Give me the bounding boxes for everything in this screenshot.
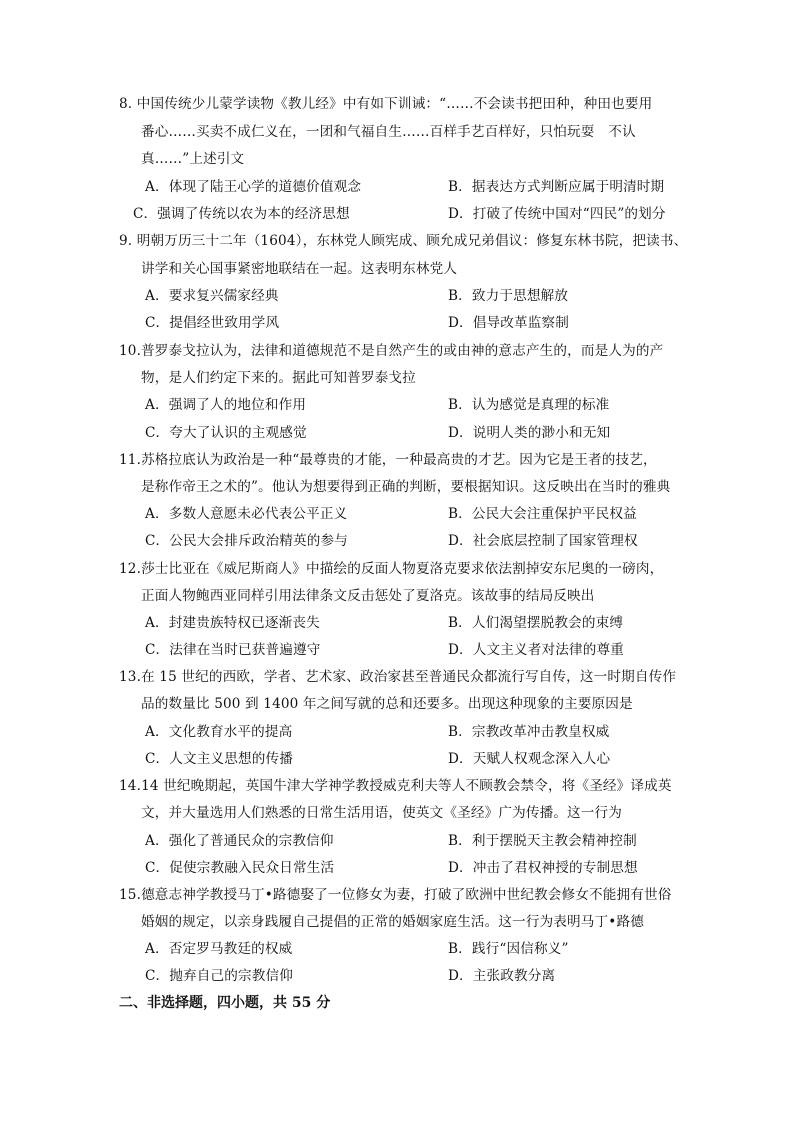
- question-stem-line: 婚姻的规定，以亲身践履自己提倡的正常的婚姻家庭生活。这一行为表明马丁•路德: [141, 914, 644, 930]
- question-stem-line: 品的数量比 500 到 1400 年之间写就的总和还要多。出现这种现象的主要原因是: [141, 696, 633, 712]
- option-a: A．强化了普通民众的宗教信仰: [145, 833, 334, 849]
- option-d: D．社会底层控制了国家管理权: [448, 533, 638, 549]
- question-stem-line: 9. 明朝万历三十二年（1604），东林党人顾宪成、顾允成兄弟倡议：修复东林书院，把读书、: [119, 233, 688, 249]
- option-a: A．要求复兴儒家经典: [145, 288, 279, 304]
- option-c: C．法律在当时已获普遍遵守: [145, 642, 321, 658]
- option-b: B．公民大会注重保护平民权益: [448, 506, 637, 522]
- question-stem-line: 12.莎士比亚在《威尼斯商人》中描绘的反面人物夏洛克要求依法割掉安东尼奥的一磅肉，: [119, 561, 664, 577]
- option-a: A．封建贵族特权已逐渐丧失: [145, 615, 320, 631]
- question-stem-line: 文，并大量选用人们熟悉的日常生活用语，使英文《圣经》广为传播。这一行为: [141, 805, 623, 821]
- question-stem-line: 真……”上述引文: [141, 151, 245, 167]
- option-b: B．利于摆脱天主教会精神控制: [448, 833, 637, 849]
- option-a: A．体现了陆王心学的道德价值观念: [145, 179, 362, 195]
- option-d: D．说明人类的渺小和无知: [448, 425, 611, 441]
- question-stem-line: 是称作帝王之术的”。他认为想要得到正确的判断，要根据知识。这反映出在当时的雅典: [141, 479, 671, 495]
- question-stem-line: 13.在 15 世纪的西欧，学者、艺术家、政治家甚至普通民众都流行写自传，这一时期自传作: [119, 669, 677, 685]
- option-a: A．强调了人的地位和作用: [145, 397, 307, 413]
- option-a: A．文化教育水平的提高: [145, 724, 293, 740]
- option-c: C．提倡经世致用学风: [145, 315, 280, 331]
- question-stem-line: 8. 中国传统少儿蒙学读物《教儿经》中有如下训诫：“……不会读书把田种，种田也要用: [119, 96, 653, 112]
- option-c: C．夸大了认识的主观感觉: [145, 425, 307, 441]
- option-d: D．人文主义者对法律的尊重: [448, 642, 624, 658]
- question-stem-line: 番心……买卖不成仁义在，一团和气福自生……百样手艺百样好，只怕玩耍 不认: [141, 124, 636, 140]
- option-b: B．践行“因信称义”: [448, 941, 569, 957]
- option-c: C．强调了传统以农为本的经济思想: [133, 206, 350, 222]
- option-d: D．冲击了君权神授的专制思想: [448, 860, 638, 876]
- question-stem-line: 正面人物鲍西亚同样引用法律条文反击惩处了夏洛克。该故事的结局反映出: [141, 588, 595, 604]
- option-b: B．认为感觉是真理的标准: [448, 397, 610, 413]
- option-b: B．致力于思想解放: [448, 288, 569, 304]
- question-stem-line: 讲学和关心国事紧密地联结在一起。这表明东林党人: [141, 261, 458, 277]
- question-stem-line: 物，是人们约定下来的。据此可知普罗泰戈拉: [141, 370, 416, 386]
- question-stem-line: 11.苏格拉底认为政治是一种“最尊贵的才能，一种最高贵的才艺。因为它是王者的技艺，: [119, 452, 657, 468]
- option-c: C．促使宗教融入民众日常生活: [145, 860, 335, 876]
- option-c: C．公民大会排斥政治精英的参与: [145, 533, 348, 549]
- option-c: C．抛弃自己的宗教信仰: [145, 968, 293, 984]
- option-b: B．宗教改革冲击教皇权威: [448, 724, 610, 740]
- section-heading: 二、非选择题，四小题，共 55 分: [119, 995, 331, 1011]
- option-d: D．打破了传统中国对“四民”的划分: [448, 206, 666, 222]
- question-stem-line: 15.德意志神学教授马丁•路德娶了一位修女为妻，打破了欧洲中世纪教会修女不能拥有世俗: [119, 887, 672, 903]
- option-d: D．天赋人权观念深入人心: [448, 751, 611, 767]
- option-d: D．倡导改革监察制: [448, 315, 569, 331]
- option-a: A．多数人意愿未必代表公平正义: [145, 506, 348, 522]
- option-b: B．人们渴望摆脱教会的束缚: [448, 615, 624, 631]
- option-a: A．否定罗马教廷的权威: [145, 941, 293, 957]
- option-c: C．人文主义思想的传播: [145, 751, 293, 767]
- option-d: D．主张政教分离: [448, 968, 556, 984]
- question-stem-line: 14.14 世纪晚期起，英国牛津大学神学教授威克利夫等人不顾教会禁令，将《圣经》译成英: [119, 778, 672, 794]
- option-b: B．据表达方式判断应属于明清时期: [448, 179, 665, 195]
- question-stem-line: 10.普罗泰戈拉认为，法律和道德规范不是自然产生的或由神的意志产生的，而是人为的产: [119, 343, 664, 359]
